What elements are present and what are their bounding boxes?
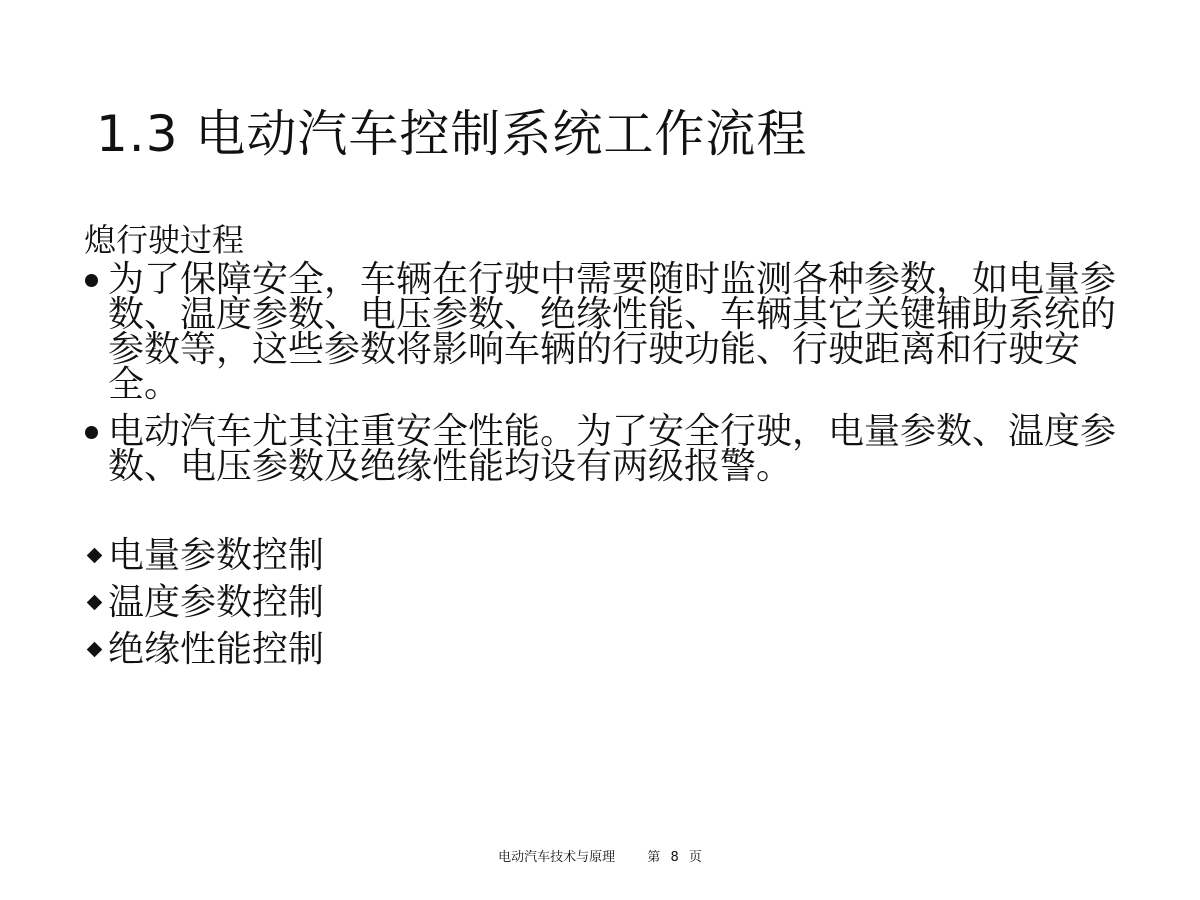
bullet-text: 电动汽车尤其注重安全性能。为了安全行驶，电量参数、温度参数、电压参数及绝缘性能均设有两级报警。: [108, 411, 1117, 487]
list-item: [86, 626, 324, 673]
control-item-label: 电量参数控制: [108, 535, 325, 576]
list-item: [86, 579, 324, 626]
control-item-label: 温度参数控制: [108, 582, 325, 623]
slide-footer: [0, 849, 1200, 867]
diamond-bullet-icon: [87, 642, 103, 658]
list-item: [86, 532, 324, 579]
slide-title: 1.3 电动汽车控制系统工作流程: [96, 105, 808, 163]
footer-page-prefix: 第: [647, 850, 661, 865]
control-item-label: 绝缘性能控制: [108, 629, 325, 670]
list-item: [84, 411, 1150, 487]
diamond-bullet-icon: [87, 595, 103, 611]
bullet-text: 为了保障安全，车辆在行驶中需要随时监测各种参数，如电量参数、温度参数、电压参数、绝缘性能、车辆其它关键辅助系统的参数等，这些参数将影响车辆的行驶功能、行驶距离和行驶安全。: [108, 259, 1117, 405]
list-item: [84, 259, 1150, 405]
section-heading: 熄行驶过程: [84, 221, 245, 259]
diamond-bullet-icon: [87, 548, 103, 564]
footer-page-number: 8: [670, 850, 679, 865]
bullet-dot-icon: [85, 426, 98, 439]
bullet-list: [84, 259, 1150, 496]
footer-page-suffix: 页: [688, 850, 702, 865]
control-list: [86, 532, 324, 673]
footer-course-title: 电动汽车技术与原理: [498, 850, 616, 865]
bullet-dot-icon: [85, 274, 98, 287]
